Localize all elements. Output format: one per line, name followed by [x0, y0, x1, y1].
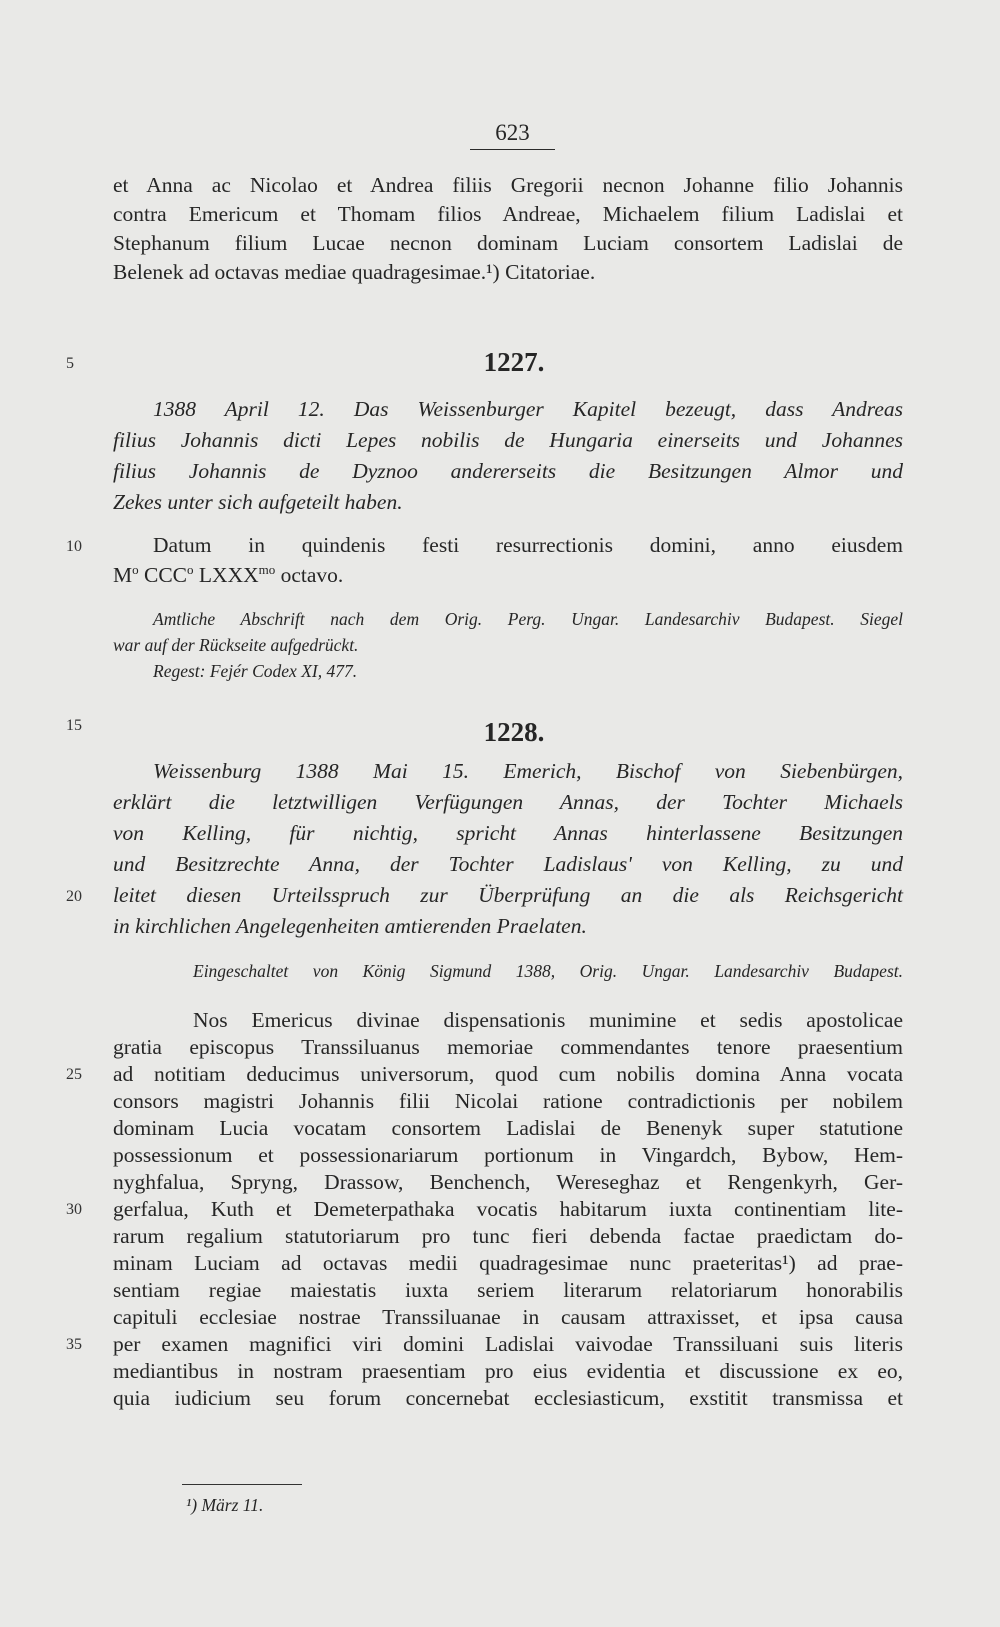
- footnote: ¹) März 11.: [186, 1495, 264, 1515]
- regest-note: Regest: Fejér Codex XI, 477.: [153, 661, 358, 681]
- text-line: possessionum et possessionariarum portionum in Vingardch, Bybow, Hem-: [113, 1143, 903, 1167]
- text-line: gratia episcopus Transsiluanus memoriae commendantes tenore praesentium: [113, 1035, 903, 1059]
- summary-line: und Besitzrechte Anna, der Tochter Ladislaus' von Kelling, zu und: [113, 852, 903, 876]
- text-line: dominam Lucia vocatam consortem Ladislai de Benenyk super statutione: [113, 1116, 903, 1140]
- datum-line: Datum in quindenis festi resurrectionis domini, anno eiusdem: [153, 533, 903, 557]
- summary-line: filius Johannis de Dyznoo andererseits die Besitzungen Almor und: [113, 459, 903, 483]
- line-number: 35: [66, 1336, 82, 1353]
- text-line: gerfalua, Kuth et Demeterpathaka vocatis habitarum iuxta continentiam lite-: [113, 1197, 903, 1221]
- line-number: 30: [66, 1201, 82, 1218]
- summary-line: erklärt die letztwilligen Verfügungen Annas, der Tochter Michaels: [113, 790, 903, 814]
- line-number: 15: [66, 717, 82, 734]
- page-number: 623: [470, 120, 555, 150]
- text-line: per examen magnifici viri domini Ladislai vaivodae Transsiluani suis literis: [113, 1332, 903, 1356]
- summary-line: Weissenburg 1388 Mai 15. Emerich, Bischof von Siebenbürgen,: [153, 759, 903, 783]
- text-line: rarum regalium statutoriarum pro tunc fieri debenda factae praedictam do-: [113, 1224, 903, 1248]
- summary-line: leitet diesen Urteilsspruch zur Überprüfung an die als Reichsgericht: [113, 883, 903, 907]
- summary-line: 1388 April 12. Das Weissenburger Kapitel bezeugt, dass Andreas: [153, 397, 903, 421]
- document-number: 1227.: [483, 347, 545, 377]
- line-number: 10: [66, 538, 82, 555]
- text-line: mediantibus in nostram praesentiam pro eius evidentia et discussione ex eo,: [113, 1359, 903, 1383]
- text-line: minam Luciam ad octavas medii quadragesimae nunc praeteritas¹) ad prae-: [113, 1251, 903, 1275]
- summary-line: von Kelling, für nichtig, spricht Annas hinterlassene Besitzungen: [113, 821, 903, 845]
- line-number: 20: [66, 888, 82, 905]
- intro-line: Stephanum filium Lucae necnon dominam Luciam consortem Ladislai de: [113, 231, 903, 255]
- line-number: 25: [66, 1066, 82, 1083]
- text-line: quia iudicium seu forum concernebat ecclesiasticum, exstitit transmissa et: [113, 1386, 903, 1410]
- text-line: sentiam regiae maiestatis iuxta seriem literarum relatoriarum honorabilis: [113, 1278, 903, 1302]
- datum-date: $M^o$ CCC$^o$ $LXXX^{mo}$ octavo.: [113, 561, 344, 587]
- text-line: capituli ecclesiae nostrae Transsiluanae in causam attraxisset, et ipsa causa: [113, 1305, 903, 1329]
- text-line: nyghfalua, Spryng, Drassow, Benchench, Wereseghaz et Rengenkyrh, Ger-: [113, 1170, 903, 1194]
- intro-line: contra Emericum et Thomam filios Andreae, Michaelem filium Ladislai et: [113, 202, 903, 226]
- summary-line: Zekes unter sich aufgeteilt haben.: [113, 490, 403, 514]
- text-line: ad notitiam deducimus universorum, quod cum nobilis domina Anna vocata: [113, 1062, 903, 1086]
- line-number: 5: [66, 355, 74, 372]
- text-line: Nos Emericus divinae dispensationis munimine et sedis apostolicae: [193, 1008, 903, 1032]
- text-line: consors magistri Johannis filii Nicolai ratione contradictionis per nobilem: [113, 1089, 903, 1113]
- summary-line: in kirchlichen Angelegenheiten amtierenden Praelaten.: [113, 914, 587, 938]
- footnote-rule: [182, 1484, 302, 1485]
- summary-line: filius Johannis dicti Lepes nobilis de Hungaria einerseits und Johannes: [113, 428, 903, 452]
- source-note: Eingeschaltet von König Sigmund 1388, Orig. Ungar. Landesarchiv Budapest.: [193, 961, 903, 981]
- intro-line: Belenek ad octavas mediae quadragesimae.¹) Citatoriae.: [113, 260, 596, 284]
- source-note: Amtliche Abschrift nach dem Orig. Perg. Ungar. Landesarchiv Budapest. Siegel: [153, 609, 903, 629]
- intro-line: et Anna ac Nicolao et Andrea filiis Gregorii necnon Johanne filio Johannis: [113, 173, 903, 197]
- document-number: 1228.: [483, 717, 545, 747]
- source-note: war auf der Rückseite aufgedrückt.: [113, 635, 359, 655]
